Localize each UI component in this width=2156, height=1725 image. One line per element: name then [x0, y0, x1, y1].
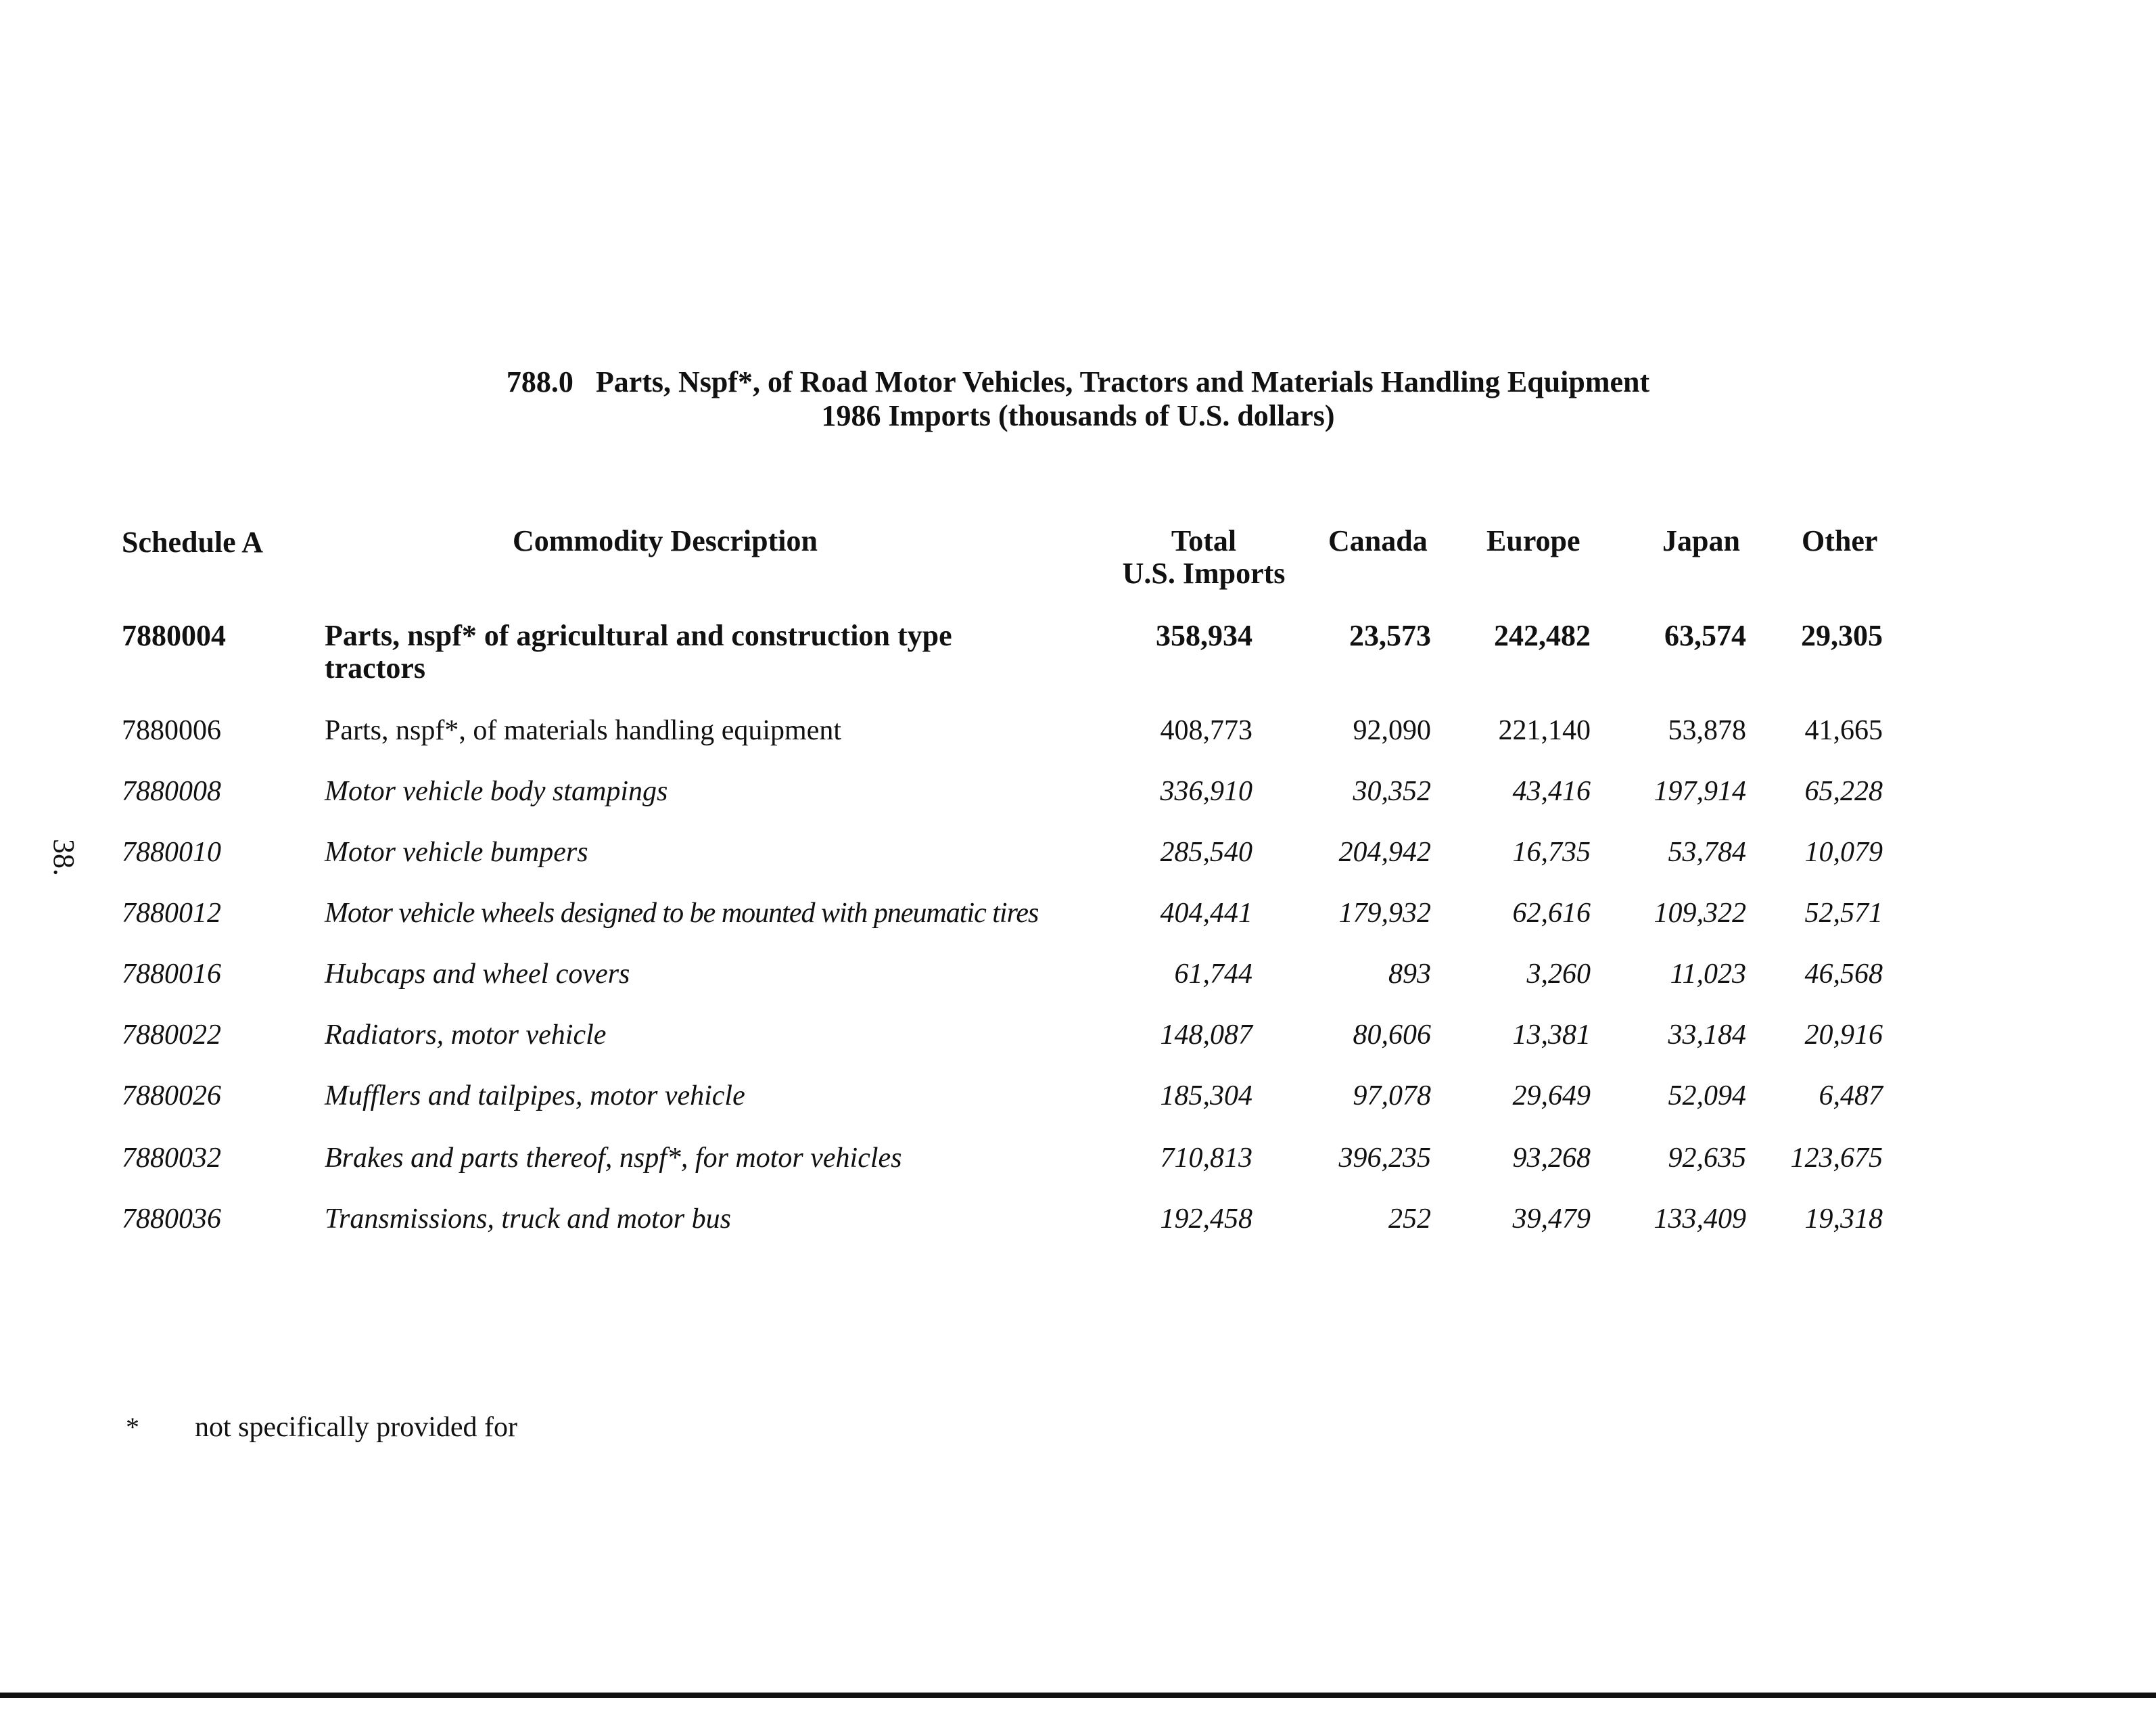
- other-value: 19,318: [1804, 1203, 1883, 1235]
- canada-value: 893: [1388, 959, 1431, 990]
- total-imports-value: 336,910: [1160, 776, 1252, 807]
- total-imports-value: 148,087: [1160, 1019, 1252, 1051]
- title-line-1: 788.0 Parts, Nspf*, of Road Motor Vehicles, Tractors and Materials Handling Equipment: [506, 365, 1650, 398]
- commodity-description: Brakes and parts thereof, nspf*, for motor vehicles: [325, 1143, 902, 1174]
- commodity-description-line-2: tractors: [325, 651, 426, 685]
- column-header-description: Commodity Description: [513, 524, 818, 557]
- other-value: 6,487: [1819, 1080, 1883, 1111]
- total-imports-value: 61,744: [1174, 959, 1252, 990]
- footnote-asterisk: *: [126, 1412, 139, 1442]
- canada-value: 252: [1388, 1203, 1431, 1235]
- schedule-code: 7880004: [122, 619, 226, 652]
- canada-value: 92,090: [1353, 715, 1431, 746]
- column-header-europe: Europe: [1486, 524, 1580, 557]
- schedule-code: 7880032: [122, 1143, 221, 1174]
- commodity-description: [325, 620, 1123, 685]
- column-header-total-line-2: U.S. Imports: [1122, 557, 1286, 590]
- schedule-code: 7880010: [122, 837, 221, 868]
- table-row: [0, 714, 2156, 768]
- other-value: 123,675: [1790, 1143, 1883, 1174]
- schedule-code: 7880008: [122, 776, 221, 807]
- schedule-code: 7880006: [122, 715, 221, 746]
- japan-value: 53,878: [1668, 715, 1746, 746]
- commodity-description: Parts, nspf*, of materials handling equipment: [325, 715, 842, 746]
- total-imports-value: 185,304: [1160, 1080, 1252, 1111]
- other-value: 52,571: [1804, 898, 1883, 929]
- canada-value: 23,573: [1349, 619, 1431, 652]
- japan-value: 11,023: [1670, 959, 1746, 990]
- japan-value: 92,635: [1668, 1143, 1746, 1174]
- footnote-text: not specifically provided for: [195, 1412, 518, 1443]
- europe-value: 93,268: [1512, 1143, 1591, 1174]
- japan-value: 109,322: [1654, 898, 1746, 929]
- table-row: [0, 1019, 2156, 1073]
- japan-value: 33,184: [1668, 1019, 1746, 1051]
- commodity-description: Hubcaps and wheel covers: [325, 959, 630, 990]
- total-imports-value: 285,540: [1160, 837, 1252, 868]
- other-value: 29,305: [1801, 619, 1883, 652]
- total-imports-value: 192,458: [1160, 1203, 1252, 1235]
- total-imports-value: 408,773: [1160, 715, 1252, 746]
- europe-value: 242,482: [1494, 619, 1591, 652]
- table-row: [0, 897, 2156, 951]
- europe-value: 221,140: [1498, 715, 1591, 746]
- canada-value: 396,235: [1338, 1143, 1431, 1174]
- schedule-code: 7880012: [122, 898, 221, 929]
- commodity-description: Radiators, motor vehicle: [325, 1019, 607, 1051]
- schedule-code: 7880016: [122, 959, 221, 990]
- europe-value: 39,479: [1512, 1203, 1591, 1235]
- japan-value: 52,094: [1668, 1080, 1746, 1111]
- canada-value: 179,932: [1338, 898, 1431, 929]
- europe-value: 29,649: [1512, 1080, 1591, 1111]
- japan-value: 63,574: [1664, 619, 1746, 652]
- japan-value: 133,409: [1654, 1203, 1746, 1235]
- europe-value: 43,416: [1512, 776, 1591, 807]
- column-header-canada: Canada: [1328, 524, 1428, 557]
- other-value: 41,665: [1804, 715, 1883, 746]
- table-row: [0, 1203, 2156, 1257]
- document-title: [0, 365, 2156, 433]
- column-header-other: Other: [1802, 524, 1878, 557]
- commodity-description: Motor vehicle bumpers: [325, 837, 588, 868]
- europe-value: 3,260: [1526, 959, 1591, 990]
- total-imports-value: 710,813: [1160, 1143, 1252, 1174]
- column-header-schedule: Schedule A: [122, 526, 264, 559]
- commodity-description: Motor vehicle wheels designed to be mounted with pneumatic tires: [325, 898, 1039, 929]
- total-imports-value: 358,934: [1156, 619, 1252, 652]
- total-imports-value: 404,441: [1160, 898, 1252, 929]
- canada-value: 30,352: [1353, 776, 1431, 807]
- column-header-total-line-1: Total: [1171, 524, 1237, 557]
- other-value: 65,228: [1804, 776, 1883, 807]
- japan-value: 53,784: [1668, 837, 1746, 868]
- schedule-code: 7880026: [122, 1080, 221, 1111]
- europe-value: 13,381: [1512, 1019, 1591, 1051]
- canada-value: 97,078: [1353, 1080, 1431, 1111]
- table-row: [0, 775, 2156, 829]
- commodity-description-line-1: Parts, nspf* of agricultural and construction type: [325, 619, 952, 652]
- column-header-total: [1102, 525, 1305, 590]
- table-row: [0, 958, 2156, 1012]
- other-value: 10,079: [1804, 837, 1883, 868]
- japan-value: 197,914: [1654, 776, 1746, 807]
- schedule-code: 7880036: [122, 1203, 221, 1235]
- commodity-description: Transmissions, truck and motor bus: [325, 1203, 731, 1235]
- commodity-description: Motor vehicle body stampings: [325, 776, 668, 807]
- other-value: 46,568: [1804, 959, 1883, 990]
- table-row: [0, 836, 2156, 890]
- europe-value: 16,735: [1512, 837, 1591, 868]
- table-row: [0, 1080, 2156, 1134]
- column-header-japan: Japan: [1662, 524, 1740, 557]
- title-line-2: 1986 Imports (thousands of U.S. dollars): [821, 399, 1335, 432]
- page-number: 38.: [47, 839, 80, 876]
- schedule-code: 7880022: [122, 1019, 221, 1051]
- table-row: [0, 1142, 2156, 1196]
- other-value: 20,916: [1804, 1019, 1883, 1051]
- canada-value: 204,942: [1338, 837, 1431, 868]
- bottom-rule: [0, 1693, 2156, 1698]
- europe-value: 62,616: [1512, 898, 1591, 929]
- commodity-description: Mufflers and tailpipes, motor vehicle: [325, 1080, 745, 1111]
- table-row: [0, 619, 2156, 685]
- canada-value: 80,606: [1353, 1019, 1431, 1051]
